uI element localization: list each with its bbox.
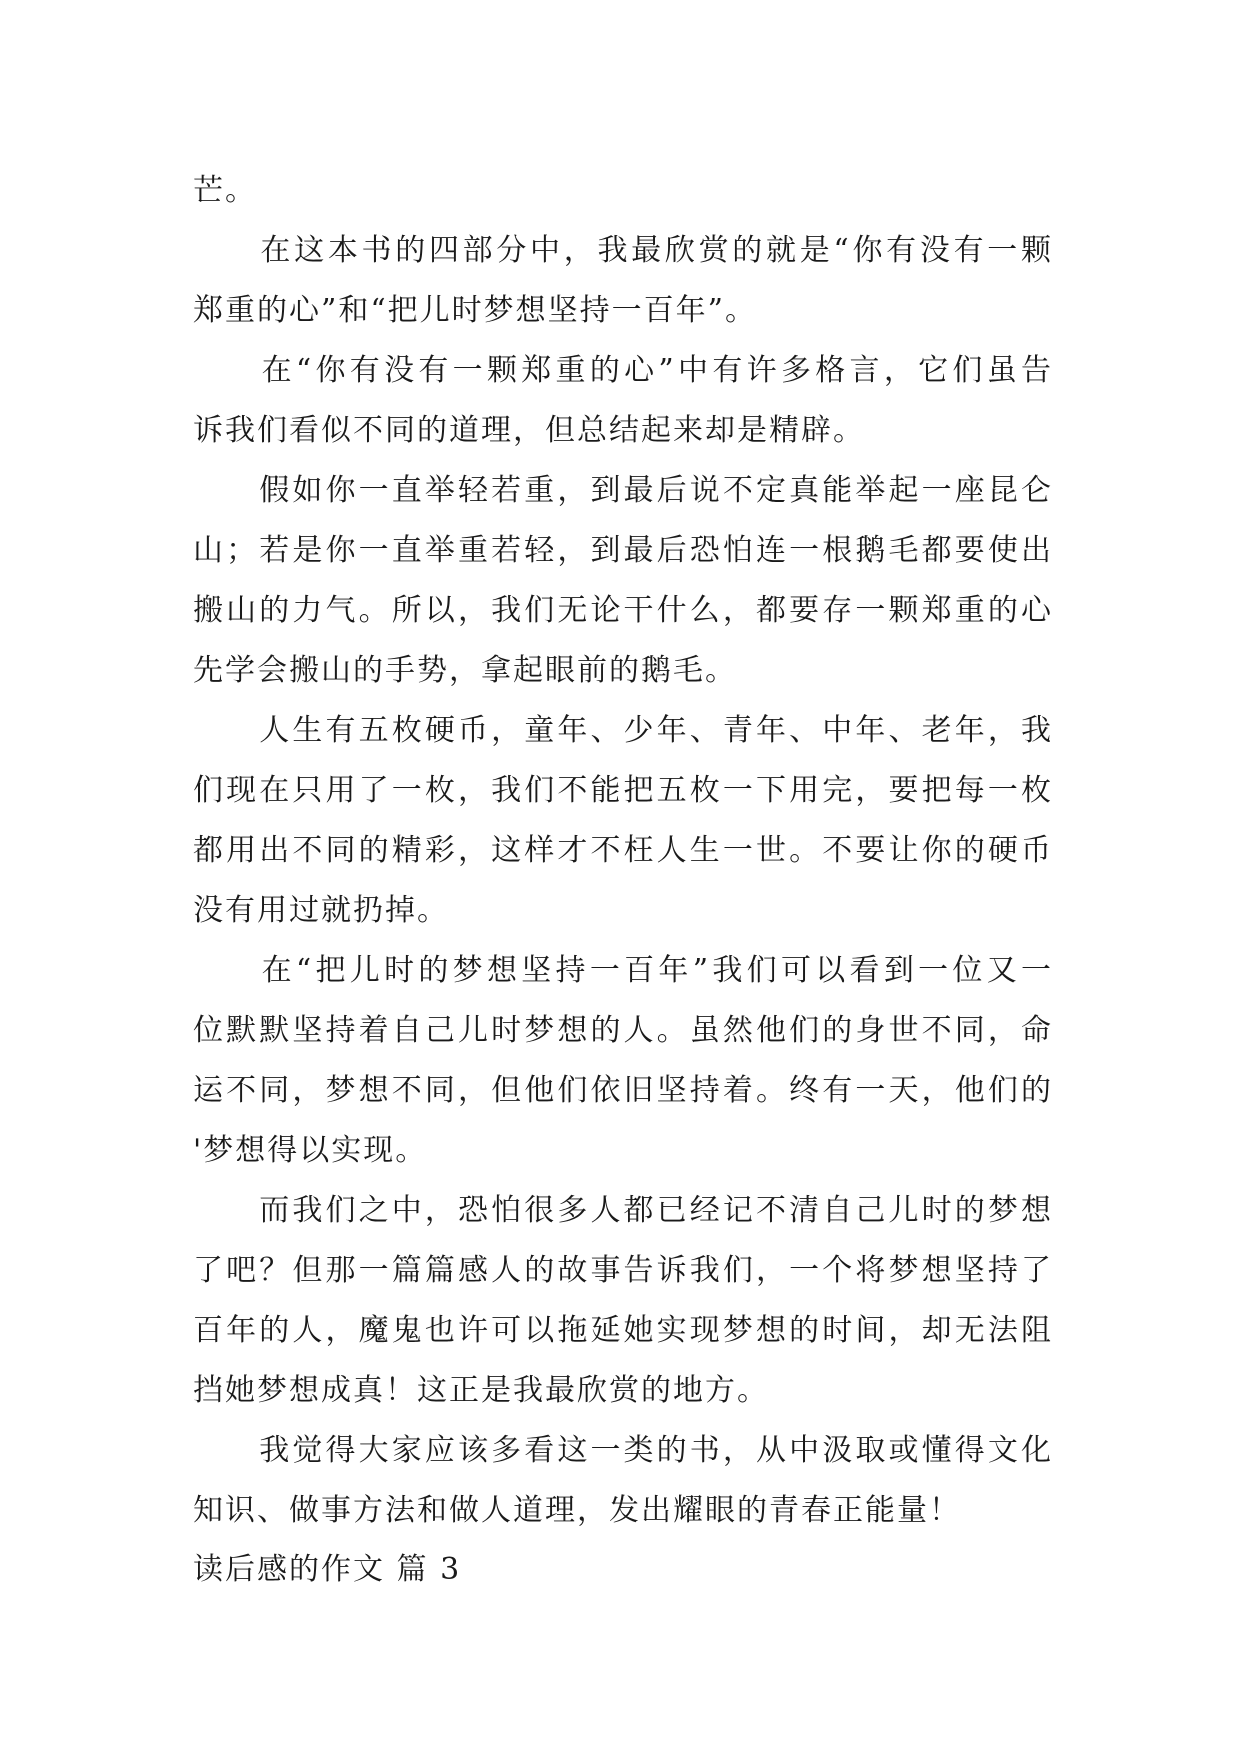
text-line: 百年的人，魔鬼也许可以拖延她实现梦想的时间，却无法阻 bbox=[193, 1313, 1053, 1348]
text-line: 们现在只用了一枚，我们不能把五枚一下用完，要把每一枚 bbox=[193, 773, 1053, 808]
text-line: 知识、做事方法和做人道理，发出耀眼的青春正能量！ bbox=[193, 1493, 961, 1528]
essay-body bbox=[193, 161, 1053, 1595]
text-line: 没有用过就扔掉。 bbox=[193, 893, 449, 928]
text-line: 运不同，梦想不同，但他们依旧坚持着。终有一天，他们的 bbox=[193, 1073, 1053, 1108]
text-line: 芒。 bbox=[193, 173, 257, 208]
section-heading: 读后感的作文 篇 3 bbox=[193, 1552, 462, 1587]
text-line: '梦想得以实现。 bbox=[193, 1133, 428, 1168]
text-line: 假如你一直举轻若重，到最后说不定真能举起一座昆仑 bbox=[193, 473, 1053, 508]
text-line: 在这本书的四部分中，我最欣赏的就是“你有没有一颗 bbox=[193, 233, 1053, 268]
text-line: 先学会搬山的手势，拿起眼前的鹅毛。 bbox=[193, 653, 737, 688]
text-line: 而我们之中，恐怕很多人都已经记不清自己儿时的梦想 bbox=[193, 1193, 1053, 1228]
text-line: 在“你有没有一颗郑重的心”中有许多格言，它们虽告 bbox=[193, 353, 1053, 388]
text-line: 搬山的力气。所以，我们无论干什么，都要存一颗郑重的心 bbox=[193, 593, 1053, 628]
text-line: 人生有五枚硬币，童年、少年、青年、中年、老年，我 bbox=[193, 713, 1053, 748]
text-line: 了吧？但那一篇篇感人的故事告诉我们，一个将梦想坚持了 bbox=[193, 1253, 1053, 1288]
text-line: 山；若是你一直举重若轻，到最后恐怕连一根鹅毛都要使出 bbox=[193, 533, 1053, 568]
text-line: 在“把儿时的梦想坚持一百年”我们可以看到一位又一 bbox=[193, 953, 1053, 988]
text-line: 都用出不同的精彩，这样才不枉人生一世。不要让你的硬币 bbox=[193, 833, 1053, 868]
text-line: 位默默坚持着自己儿时梦想的人。虽然他们的身世不同，命 bbox=[193, 1013, 1053, 1048]
text-line: 我觉得大家应该多看这一类的书，从中汲取或懂得文化 bbox=[193, 1433, 1053, 1468]
text-line: 挡她梦想成真！这正是我最欣赏的地方。 bbox=[193, 1373, 769, 1408]
text-line: 诉我们看似不同的道理，但总结起来却是精辟。 bbox=[193, 413, 865, 448]
text-line: 郑重的心”和“把儿时梦想坚持一百年”。 bbox=[193, 293, 758, 328]
